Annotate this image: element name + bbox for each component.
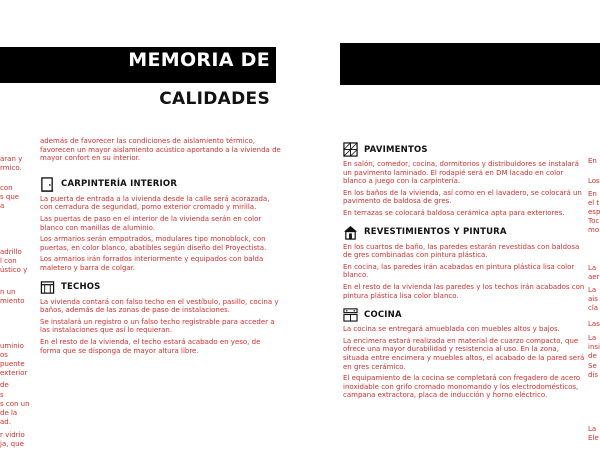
edge-fragment: esp xyxy=(588,208,600,216)
left-column xyxy=(40,137,282,358)
revestimientos-paragraph: En los cuartos de baño, las paredes estarán revestidas con baldosa de gres combinadas con pintura plástica. xyxy=(343,242,580,260)
carpinteria-title: CARPINTERÍA INTERIOR xyxy=(61,179,178,190)
carpinteria-paragraph: Los armarios serán empotrados, modulares tipo monoblock, con puertas, en color blanco, abatibles según diseño del Proyectista. xyxy=(40,235,267,252)
techos-paragraph: Se instalará un registro o un falso techo registrable para acceder a las instalaciones que así lo requieran. xyxy=(40,317,275,335)
cocina-heading xyxy=(343,307,585,322)
cocina-paragraph: La cocina se entregará amueblada con muebles altos y bajos. xyxy=(343,325,560,334)
edge-fragment: uminio xyxy=(0,342,24,350)
edge-fragment: mo xyxy=(588,226,600,234)
pavimentos-paragraph: En salón, comedor, cocina, dormitorios y distribuidores se instalará un pavimento laminado. El rodapié será en DM lacado en color blanco a juego con la carpintería. xyxy=(343,160,579,186)
pavimentos-paragraph: En terrazas se colocará baldosa cerámica apta para exteriores. xyxy=(343,208,565,217)
tiles-icon xyxy=(343,142,358,157)
revestimientos-paragraph: En el resto de la vivienda las paredes y los techos irán acabados con pintura plástica lisa color blanco. xyxy=(343,282,585,300)
edge-fragment: ústico y xyxy=(0,266,28,274)
intro-paragraph: además de favorecer las condiciones de aislamiento térmico, favorecen un mayor aislamiento acústico aportando a la vivienda de mayor confort en su interior. xyxy=(40,137,281,163)
techos-paragraph: La vivienda contará con falso techo en el vestíbulo, pasillo, cocina y baños, además de las zonas de paso de instalaciones. xyxy=(40,297,279,315)
edge-fragment: a xyxy=(0,202,5,210)
kitchen-icon xyxy=(343,307,358,322)
revestimientos-title: REVESTIMIENTOS Y PINTURA xyxy=(364,227,507,238)
edge-fragment: La xyxy=(588,425,597,433)
right-column xyxy=(343,138,585,403)
page-title-line2: CALIDADES xyxy=(159,89,270,109)
carpinteria-heading xyxy=(40,177,282,192)
door-icon xyxy=(40,177,55,192)
edge-fragment: de xyxy=(0,381,9,389)
edge-fragment: Las xyxy=(588,320,600,328)
edge-fragment: aran y xyxy=(0,155,23,163)
edge-fragment: de xyxy=(588,352,597,360)
right-page xyxy=(300,0,600,450)
edge-fragment: s xyxy=(0,391,4,399)
edge-fragment: Los xyxy=(588,177,600,185)
edge-fragment: adrillo xyxy=(0,248,22,256)
edge-fragment: ais xyxy=(588,295,598,303)
edge-fragment: os xyxy=(0,351,8,359)
cocina-paragraph: El equipamiento de la cocina se completará con fregadero de acero inoxidable con grifo cromado monomando y los electrodomésticos, campana extractora, placa de inducción y horno eléctrico. xyxy=(343,374,581,400)
pavimentos-title: PAVIMENTOS xyxy=(364,144,428,155)
carpinteria-paragraph: Las puertas de paso en el interior de la vivienda serán en color blanco con manillas de aluminio. xyxy=(40,214,262,232)
edge-fragment: En xyxy=(588,157,597,165)
edge-fragment: La xyxy=(588,264,597,272)
ceiling-icon xyxy=(40,280,55,295)
techos-paragraph: En el resto de la vivienda, el techo estará acabado en yeso, de forma que se disponga de mayor altura libre. xyxy=(40,337,261,355)
pavimentos-heading xyxy=(343,142,585,157)
edge-fragment: n un xyxy=(0,288,16,296)
revestimientos-paragraph: En cocina, las paredes irán acabadas en pintura plástica lisa color blanco. xyxy=(343,262,575,280)
edge-fragment: r vidrio xyxy=(0,431,25,439)
techos-title: TECHOS xyxy=(61,282,101,293)
house-paint-icon xyxy=(343,225,358,240)
edge-fragment: La xyxy=(588,286,597,294)
edge-fragment: Ele xyxy=(588,434,599,442)
carpinteria-paragraph: Los armarios irán forrados interiormente y equipados con balda maletero y barra de colgar. xyxy=(40,255,264,272)
edge-fragment: l con xyxy=(0,257,17,265)
edge-fragment: exterior xyxy=(0,369,28,377)
edge-fragment: ja, que xyxy=(0,440,24,448)
edge-fragment: En xyxy=(588,190,597,198)
edge-fragment: s con un xyxy=(0,400,30,408)
edge-fragment: dis xyxy=(588,371,599,379)
cocina-paragraph: La encimera estará realizada en material de cuarzo compacto, que ofrece una mayor durabilidad y resistencia al uso. En la zona, situada entre encimera y muebles altos, el acabado de la pared será en gres cerámico. xyxy=(343,336,585,371)
edge-fragment: cla xyxy=(588,304,599,312)
cocina-title: COCINA xyxy=(364,309,402,320)
edge-fragment: rmico. xyxy=(0,164,22,172)
edge-fragment: de la xyxy=(0,409,18,417)
techos-heading xyxy=(40,280,282,295)
edge-fragment: s que xyxy=(0,193,20,201)
edge-fragment: insi xyxy=(588,343,600,351)
edge-fragment: puente xyxy=(0,360,25,368)
pavimentos-paragraph: En los baños de la vivienda, así como en el lavadero, se colocará un pavimento de baldosa de gres. xyxy=(343,188,582,206)
edge-fragment: La xyxy=(588,334,597,342)
carpinteria-paragraph: La puerta de entrada a la vivienda desde la calle será acorazada, con cerradura de seguridad, pomo exterior cromado y mirilla. xyxy=(40,194,270,212)
edge-fragment: el t xyxy=(588,199,600,207)
edge-fragment: ad. xyxy=(0,418,11,426)
edge-fragment: miento xyxy=(0,297,25,305)
revestimientos-heading xyxy=(343,225,585,240)
page-title-line1: MEMORIA DE xyxy=(128,49,270,71)
edge-fragment: con xyxy=(0,184,13,192)
right-header-bar xyxy=(340,43,600,85)
edge-fragment: aer xyxy=(588,273,600,281)
edge-fragment: Se xyxy=(588,362,597,370)
edge-fragment: Toc xyxy=(588,217,600,225)
